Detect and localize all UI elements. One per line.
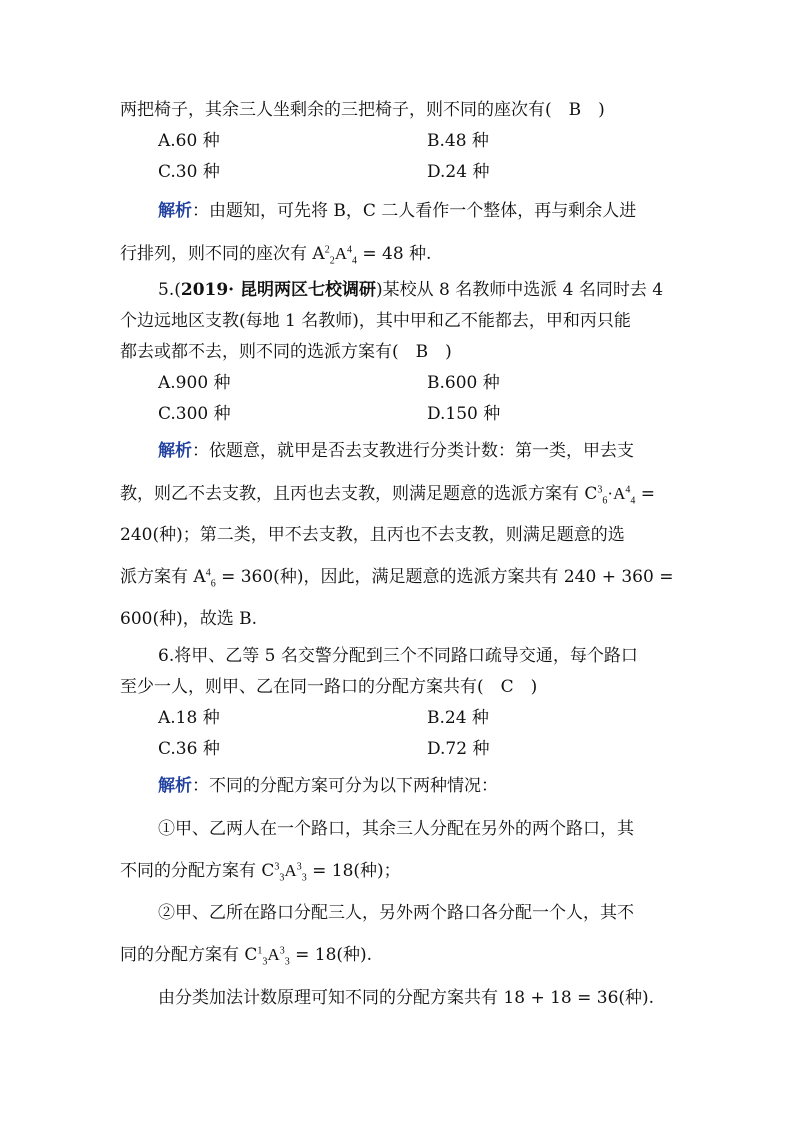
q4-option-c: C.30 种 bbox=[158, 162, 220, 182]
q6-option-a: A.18 种 bbox=[158, 708, 220, 728]
math-subscript: 3 bbox=[262, 956, 268, 968]
math-subscript: 3 bbox=[279, 872, 285, 884]
q5-analysis-line-1: 解析：依题意，就甲是否去支教进行分类计数：第一类，甲去支 bbox=[158, 441, 634, 461]
q4-option-a: A.60 种 bbox=[158, 131, 220, 151]
q5-stem-line-2: 个边远地区支教(每地 1 名教师)，其中甲和乙不能都去，甲和丙只能 bbox=[120, 311, 631, 331]
q6-stem-line-2: 至少一人，则甲、乙在同一路口的分配方案共有( C ) bbox=[120, 677, 538, 697]
q4-option-d: D.24 种 bbox=[427, 162, 490, 182]
q4-analysis-line-1: 解析：由题知，可先将 B，C 二人看作一个整体，再与剩余人进 bbox=[158, 201, 637, 221]
math-subscript: 6 bbox=[602, 495, 608, 507]
q6-analysis-line-1: 解析：不同的分配方案可分为以下两种情况： bbox=[158, 776, 498, 796]
math-subscript: 3 bbox=[284, 956, 290, 968]
analysis-label: 解析 bbox=[158, 776, 192, 796]
q5-option-d: D.150 种 bbox=[427, 404, 501, 424]
math-superscript: 4 bbox=[205, 567, 211, 579]
q5-analysis-line-5: 600(种)，故选 B. bbox=[120, 609, 258, 629]
q6-stem-line-1: 6.将甲、乙等 5 名交警分配到三个不同路口疏导交通，每个路口 bbox=[158, 646, 638, 666]
math-superscript: 3 bbox=[279, 945, 285, 957]
q6-option-c: C.36 种 bbox=[158, 739, 220, 759]
q6-option-b: B.24 种 bbox=[427, 708, 489, 728]
q6-case-1-line-1: ①甲、乙两人在一个路口，其余三人分配在另外的两个路口，其 bbox=[158, 819, 634, 839]
math-superscript: 3 bbox=[274, 861, 280, 873]
q6-case-2-line-1: ②甲、乙所在路口分配三人，另外两个路口各分配一个人，其不 bbox=[158, 903, 634, 923]
math-superscript: 2 bbox=[324, 244, 330, 256]
math-subscript: 6 bbox=[210, 578, 216, 590]
q4-stem-tail: 两把椅子，其余三人坐剩余的三把椅子，则不同的座次有( B ) bbox=[120, 100, 605, 120]
q6-conclusion: 由分类加法计数原理可知不同的分配方案共有 18 + 18 = 36(种). bbox=[158, 988, 655, 1008]
math-subscript: 2 bbox=[329, 255, 335, 267]
analysis-label: 解析 bbox=[158, 201, 192, 221]
math-subscript: 4 bbox=[351, 255, 357, 267]
q5-analysis-line-2: 教，则乙不去支教，且丙也去支教，则满足题意的选派方案有 $C^3_6\cdot A^4_4$ = bbox=[120, 484, 656, 507]
math-superscript: 4 bbox=[346, 244, 352, 256]
q6-case-2-line-2: 同的分配方案有 $C^1_3A^3_3 = 18$(种). bbox=[120, 945, 373, 968]
q4-analysis-line-2: 行排列，则不同的座次有 $A^2_2A^4_4 = 48$ 种. bbox=[120, 244, 432, 267]
q5-analysis-line-4: 派方案有 $A^4_6 = 360$(种)，因此，满足题意的选派方案共有 240 + 360 = bbox=[120, 567, 674, 590]
q5-option-c: C.300 种 bbox=[158, 404, 231, 424]
q6-case-1-line-2: 不同的分配方案有 $C^3_3A^3_3 = 18$(种)； bbox=[120, 861, 401, 884]
math-subscript: 4 bbox=[630, 495, 636, 507]
math-superscript: 1 bbox=[257, 945, 263, 957]
q6-option-d: D.72 种 bbox=[427, 739, 490, 759]
q5-stem-line-1: 5.(2019· 昆明两区七校调研)某校从 8 名教师中选派 4 名同时去 4 bbox=[158, 280, 664, 300]
q4-option-b: B.48 种 bbox=[427, 131, 489, 151]
math-subscript: 3 bbox=[301, 872, 307, 884]
math-superscript: 4 bbox=[625, 484, 631, 496]
math-superscript: 3 bbox=[296, 861, 302, 873]
q5-source: 2019· 昆明两区七校调研 bbox=[180, 280, 377, 300]
q5-option-a: A.900 种 bbox=[158, 373, 231, 393]
q5-stem-line-3: 都去或都不去，则不同的选派方案有( B ) bbox=[120, 342, 452, 362]
analysis-label: 解析 bbox=[158, 441, 192, 461]
q5-analysis-line-3: 240(种)；第二类，甲不去支教，且丙也不去支教，则满足题意的选 bbox=[120, 525, 625, 545]
math-superscript: 3 bbox=[597, 484, 603, 496]
q5-option-b: B.600 种 bbox=[427, 373, 500, 393]
